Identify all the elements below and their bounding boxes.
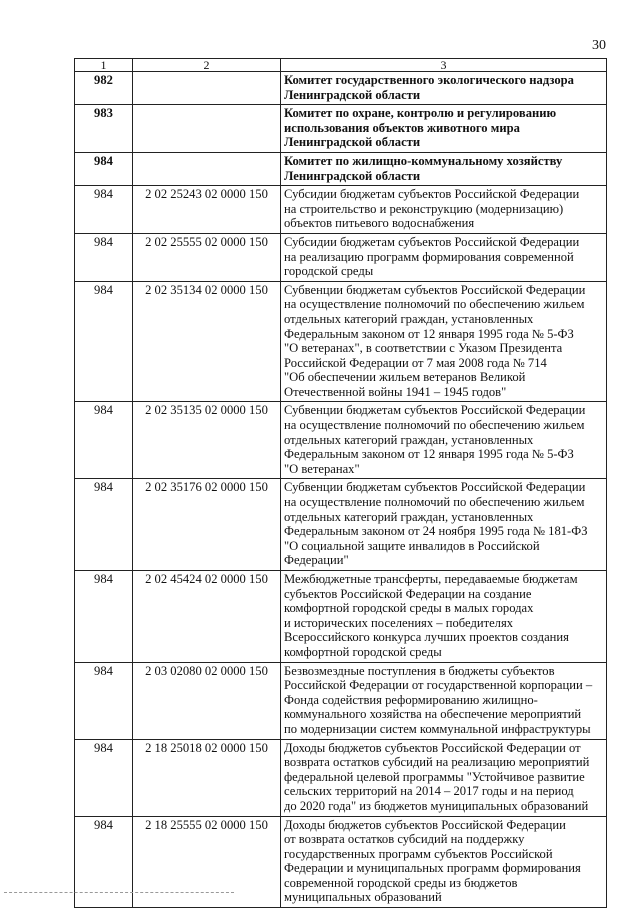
revenue-description: Межбюджетные трансферты, передаваемые бюджетам субъектов Российской Федерации на создание комфортной городской среды в малых городах и исторических поселениях – победителях Всероссийского конкурса лучших проектов создания комфортной городской среды	[281, 571, 607, 663]
administrator-code: 984	[75, 186, 133, 234]
administrator-code: 984	[75, 402, 133, 479]
revenue-code: 2 02 35135 02 0000 150	[133, 402, 281, 479]
revenue-code	[133, 105, 281, 153]
revenue-code	[133, 152, 281, 185]
table-row	[75, 186, 607, 234]
column-header-1: 1	[75, 59, 133, 72]
revenue-description: Субсидии бюджетам субъектов Российской Федерации на строительство и реконструкцию (модернизацию) объектов питьевого водоснабжения	[281, 186, 607, 234]
revenue-description: Субвенции бюджетам субъектов Российской Федерации на осуществление полномочий по обеспечению жильем отдельных категорий граждан, установленных Федеральным законом от 12 января 1995 года № 5-ФЗ "О ветеранах", в соответствии с Указом Президента Российской Федерации от 7 мая 2008 года № 714 "Об обеспечении жильем ветеранов Великой Отечественной войны 1941 – 1945 годов"	[281, 281, 607, 402]
administrator-code: 984	[75, 233, 133, 281]
column-header-2: 2	[133, 59, 281, 72]
revenue-code: 2 18 25018 02 0000 150	[133, 739, 281, 816]
administrator-code: 984	[75, 571, 133, 663]
table-row	[75, 739, 607, 816]
table-row	[75, 662, 607, 739]
revenue-description: Комитет по жилищно-коммунальному хозяйству Ленинградской области	[281, 152, 607, 185]
administrator-code: 984	[75, 662, 133, 739]
revenue-description: Субвенции бюджетам субъектов Российской Федерации на осуществление полномочий по обеспечению жильем отдельных категорий граждан, установленных Федеральным законом от 24 ноября 1995 года № 181-ФЗ "О социальной защите инвалидов в Российской Федерации"	[281, 479, 607, 571]
revenue-code	[133, 72, 281, 105]
revenue-code: 2 02 25555 02 0000 150	[133, 233, 281, 281]
table-row	[75, 281, 607, 402]
table-row	[75, 152, 607, 185]
revenue-code-table	[74, 58, 607, 908]
table-body	[75, 72, 607, 908]
revenue-code: 2 02 35134 02 0000 150	[133, 281, 281, 402]
revenue-description: Субсидии бюджетам субъектов Российской Федерации на реализацию программ формирования современной городской среды	[281, 233, 607, 281]
table-row	[75, 571, 607, 663]
administrator-code: 984	[75, 739, 133, 816]
table-row	[75, 816, 607, 908]
revenue-code: 2 02 25243 02 0000 150	[133, 186, 281, 234]
revenue-code: 2 03 02080 02 0000 150	[133, 662, 281, 739]
revenue-description: Субвенции бюджетам субъектов Российской Федерации на осуществление полномочий по обеспечению жильем отдельных категорий граждан, установленных Федеральным законом от 12 января 1995 года № 5-ФЗ "О ветеранах"	[281, 402, 607, 479]
revenue-description: Комитет государственного экологического надзора Ленинградской области	[281, 72, 607, 105]
administrator-code: 983	[75, 105, 133, 153]
administrator-code: 984	[75, 281, 133, 402]
revenue-description: Безвозмездные поступления в бюджеты субъектов Российской Федерации от государственной корпорации – Фонда содействия реформированию жилищно- коммунального хозяйства на обеспечение мероприятий по модернизации систем коммунальной инфраструктуры	[281, 662, 607, 739]
page-number: 30	[592, 38, 606, 53]
revenue-description: Доходы бюджетов субъектов Российской Федерации от возврата остатков субсидий на реализацию мероприятий федеральной целевой программы "Устойчивое развитие сельских территорий на 2014 – 2017 годы и на период до 2020 года" из бюджетов муниципальных образований	[281, 739, 607, 816]
administrator-code: 982	[75, 72, 133, 105]
column-header-3: 3	[281, 59, 607, 72]
administrator-code: 984	[75, 816, 133, 908]
table-row	[75, 402, 607, 479]
table-row	[75, 105, 607, 153]
administrator-code: 984	[75, 152, 133, 185]
revenue-description: Комитет по охране, контролю и регулированию использования объектов животного мира Ленинградской области	[281, 105, 607, 153]
table-row	[75, 72, 607, 105]
revenue-code: 2 18 25555 02 0000 150	[133, 816, 281, 908]
revenue-code: 2 02 35176 02 0000 150	[133, 479, 281, 571]
revenue-description: Доходы бюджетов субъектов Российской Федерации от возврата остатков субсидий на поддержку государственных программ субъектов Российской Федерации и муниципальных программ формирования современной городской среды из бюджетов муниципальных образований	[281, 816, 607, 908]
table-row	[75, 233, 607, 281]
revenue-code: 2 02 45424 02 0000 150	[133, 571, 281, 663]
administrator-code: 984	[75, 479, 133, 571]
table-row	[75, 479, 607, 571]
column-number-row	[75, 59, 607, 72]
footer-rule	[4, 892, 234, 893]
